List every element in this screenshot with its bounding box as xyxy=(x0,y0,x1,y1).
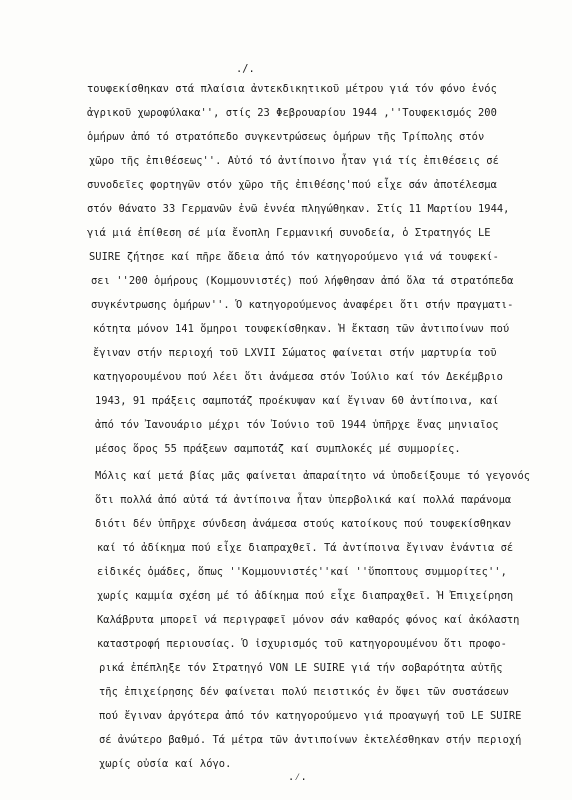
text-line: ἀγρικοῦ χωροφύλακα'', στίς 23 Φεβρουαρίου 1944 ,''Τουφεκισμός 200 xyxy=(87,107,497,119)
text-line: πού ἔγιναν ἀργότερα ἀπό τόν κατηγορούμενο γιά προαγωγή τοῦ LE SUIRE xyxy=(99,710,522,722)
text-line: σέ ἀνώτερο βαθμό. Τά μέτρα τῶν ἀντιποίνων ἐκτελέσθηκαν στήν περιοχή xyxy=(99,734,522,746)
text-line: ὁμήρων ἀπό τό στρατόπεδο συγκεντρώσεως ὁμήρων τῆς Τρίπολης στόν xyxy=(87,131,485,143)
text-line: διότι δέν ὑπῆρχε σύνδεση ἀνάμεσα στούς κατοίκους πού τουφεκίσθηκαν xyxy=(95,518,512,530)
text-line: ἔγιναν στήν περιοχή τοῦ LXVII Σώματος φαίνεται στήν μαρτυρία τοῦ xyxy=(93,347,497,359)
text-line: γιά μιά ἐπίθεση σέ μία ἔνοπλη Γερμανική συνοδεία, ὁ Στρατηγός LE xyxy=(87,227,491,239)
text-line: καταστροφή περιουσίας. Ὁ ἰσχυρισμός τοῦ κατηγορουμένου ὅτι προφο- xyxy=(97,638,507,650)
text-line: εἰδικές ὁμάδες, ὅπως ''Κομμουνιστές''καί ''ὕποπτους συμμορίτες'', xyxy=(97,566,507,578)
text-line: ὅτι πολλά ἀπό αὐτά τά ἀντίποινα ἦταν ὑπερβολικά καί πολλά παράνομα xyxy=(95,494,512,506)
text-line: ρικά ἐπέπληξε τόν Στρατηγό VON LE SUIRE γιά τήν σοβαρότητα αὐτῆς xyxy=(99,662,503,674)
text-line: στόν θάνατο 33 Γερμανῶν ἐνῶ ἐννέα πληγώθηκαν. Στίς 11 Μαρτίου 1944, xyxy=(87,203,510,215)
text-line: τῆς ἐπιχείρησης δέν φαίνεται πολύ πειστικός ἐν ὄψει τῶν συστάσεων xyxy=(99,686,509,698)
text-line: μέσος ὅρος 55 πράξεων σαμποτάζ καί συμπλοκές μέ συμμορίες. xyxy=(95,443,461,455)
text-line: χῶρο τῆς ἐπιθέσεως''. Αὐτό τό ἀντίποινο ἦταν γιά τίς ἐπιθέσεις σέ xyxy=(89,155,499,167)
text-line: τουφεκίσθηκαν στά πλαίσια ἀντεκδικητικοῦ μέτρου γιά τόν φόνο ἑνός xyxy=(87,83,497,95)
text-line: συγκέντρωσης ὁμήρων''. Ὁ κατηγορούμενος ἀναφέρει ὅτι στήν πραγματι- xyxy=(91,299,514,311)
text-line: ἀπό τόν Ἰανουάριο μέχρι τόν Ἰούνιο τοῦ 1944 ὑπῆρχε ἕνας μηνιαῖος xyxy=(95,419,499,431)
text-line: κατηγορουμένου πού λέει ὅτι ἀνάμεσα στόν Ἰούλιο καί τόν Δεκέμβριο xyxy=(93,371,503,383)
text-line: χωρίς οὐσία καί λόγο. xyxy=(99,758,232,770)
text-line: σει ''200 ὁμήρους (Κομμουνιστές) πού λήφθησαν ἀπό ὅλα τά στρατόπεδα xyxy=(91,275,514,287)
text-line: συνοδεῖες φορτηγῶν στόν χῶρο τῆς ἐπιθέσης'πού εἶχε σάν ἀποτέλεσμα xyxy=(87,179,497,191)
page-marker-bottom: .⁄. xyxy=(288,771,307,783)
text-line: καί τό ἀδίκημα πού εἶχε διαπραχθεῖ. Τά ἀντίποινα ἔγιναν ἐνάντια σέ xyxy=(97,542,514,554)
text-line: 1943, 91 πράξεις σαμποτάζ προέκυψαν καί ἔγιναν 60 ἀντίποινα, καί xyxy=(95,395,499,407)
text-line: κότητα μόνον 141 ὅμηροι τουφεκίσθηκαν. Ἡ ἔκταση τῶν ἀντιποίνων πού xyxy=(93,323,510,335)
page-marker-top: ./. xyxy=(236,63,255,75)
text-line: SUIRE ζήτησε καί πῆρε ἄδεια ἀπό τόν κατηγορούμενο γιά νά τουφεκί- xyxy=(89,251,499,263)
text-line: χωρίς καμμία σχέση μέ τό ἀδίκημα πού εἶχε διαπραχθεῖ. Ἡ Ἐπιχείρηση xyxy=(97,590,514,602)
text-line: Καλάβρυτα μπορεῖ νά περιγραφεῖ μόνον σάν καθαρός φόνος καί ἀκόλαστη xyxy=(97,614,520,626)
text-line: Μόλις καί μετά βίας μᾶς φαίνεται ἀπαραίτητο νά ὑποδείξουμε τό γεγονός xyxy=(95,470,531,482)
